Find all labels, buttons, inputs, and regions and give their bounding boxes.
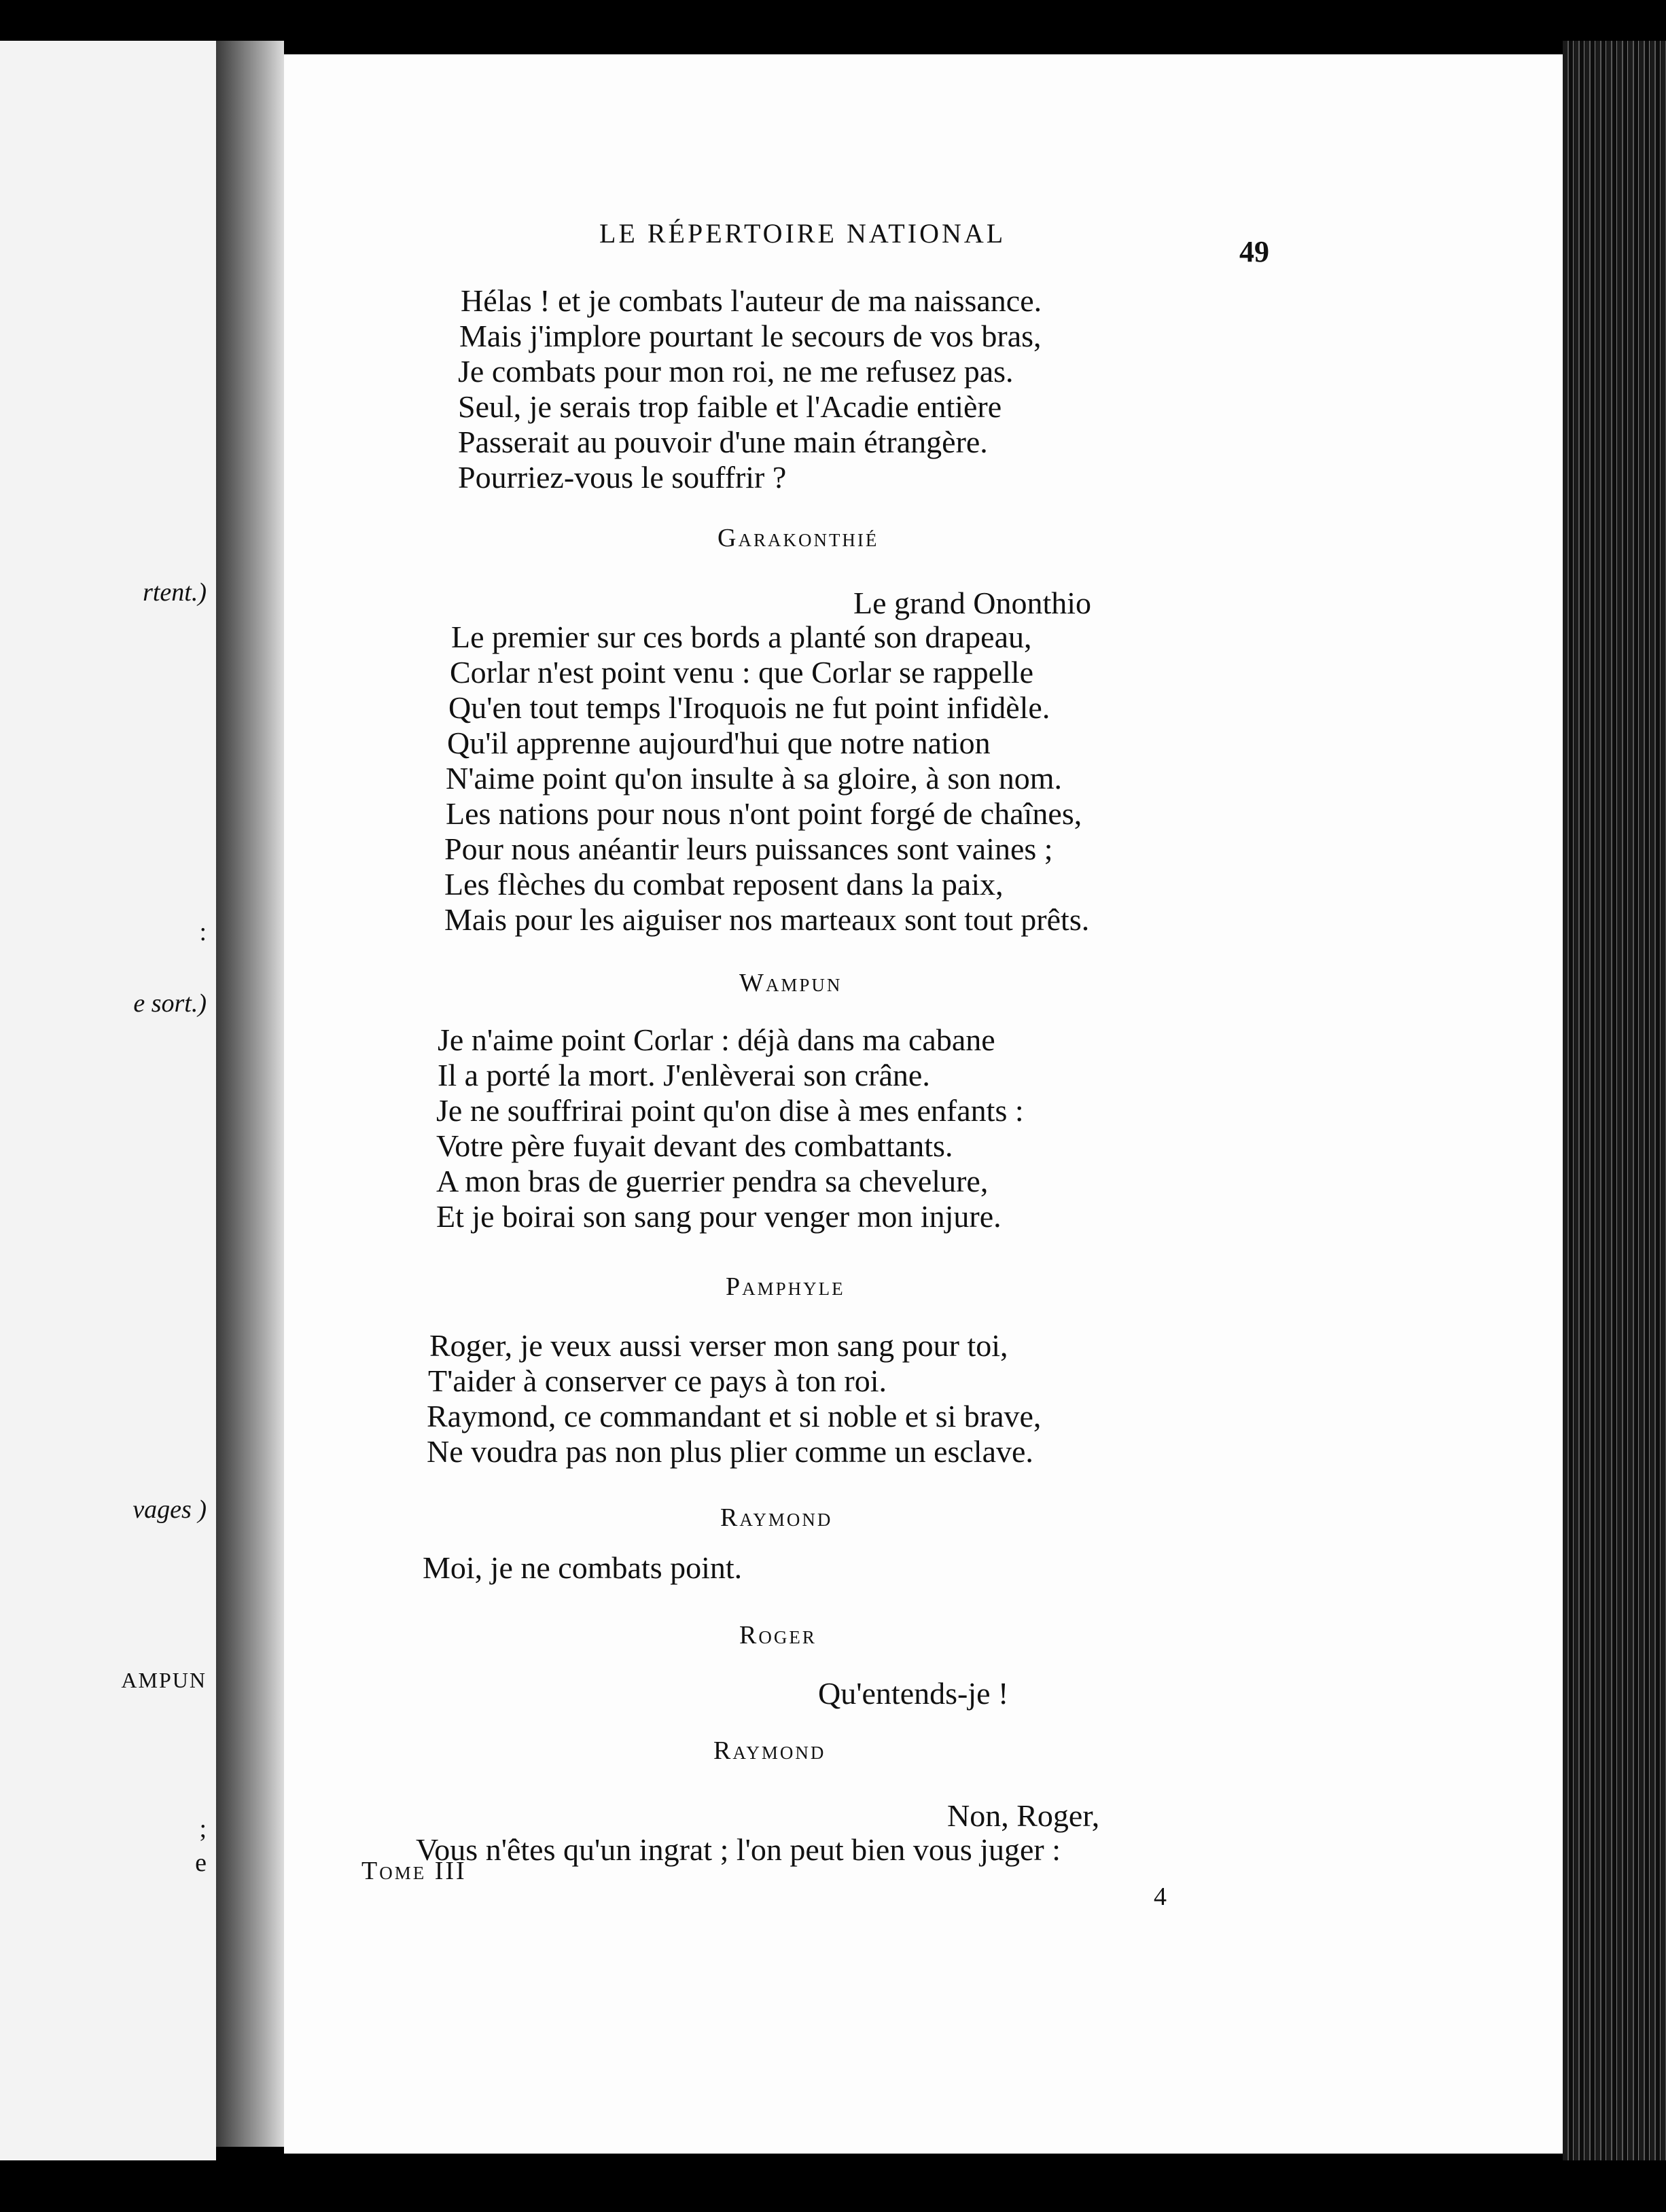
verse-line: Seul, je serais trop faible et l'Acadie entière (458, 389, 1002, 424)
page-number: 49 (1239, 235, 1269, 268)
left-fragment: rtent.) (143, 578, 207, 607)
verse-line: Raymond, ce commandant et si noble et si brave, (427, 1399, 1042, 1433)
verse-line: Le grand Ononthio (853, 586, 1092, 620)
speaker-name: Raymond (713, 1736, 826, 1765)
left-fragment: AMPUN (121, 1668, 207, 1692)
verse-line: Corlar n'est point venu : que Corlar se rappelle (450, 655, 1034, 690)
verse-line: Hélas ! et je combats l'auteur de ma naissance. (461, 283, 1042, 318)
verse-line: Et je boirai son sang pour venger mon injure. (436, 1199, 1002, 1234)
verse-line: Je combats pour mon roi, ne me refusez pas. (458, 354, 1014, 389)
left-page-fragment (0, 41, 216, 2167)
verse-line: Mais j'implore pourtant le secours de vos bras, (459, 319, 1042, 353)
verse-line: Non, Roger, (947, 1798, 1100, 1833)
verse-line: T'aider à conserver ce pays à ton roi. (428, 1363, 887, 1398)
scan-border (0, 2160, 1666, 2212)
verse-line: Ne voudra pas non plus plier comme un esclave. (427, 1434, 1033, 1469)
page-edges (1563, 41, 1666, 2160)
verse-line: Votre père fuyait devant des combattants. (436, 1128, 953, 1163)
verse-line: Qu'en tout temps l'Iroquois ne fut point infidèle. (448, 690, 1050, 725)
verse-line: Les nations pour nous n'ont point forgé de chaînes, (446, 796, 1082, 831)
speaker-name: Roger (739, 1621, 817, 1649)
speaker-name: Wampun (739, 969, 843, 997)
speaker-name: Garakonthié (717, 524, 879, 552)
signature-mark: 4 (1154, 1883, 1167, 1911)
verse-line: Moi, je ne combats point. (423, 1550, 743, 1585)
verse-line: A mon bras de guerrier pendra sa chevelure, (436, 1164, 989, 1198)
verse-line: Le premier sur ces bords a planté son drapeau, (451, 620, 1032, 654)
verse-line: Qu'il apprenne aujourd'hui que notre nation (447, 726, 991, 760)
verse-line: N'aime point qu'on insulte à sa gloire, à son nom. (446, 761, 1063, 796)
verse-line: Pour nous anéantir leurs puissances sont vaines ; (444, 832, 1053, 866)
speaker-name: Raymond (720, 1503, 833, 1532)
verse-line: Mais pour les aiguiser nos marteaux sont tout prêts. (444, 902, 1090, 937)
verse-line: Vous n'êtes qu'un ingrat ; l'on peut bien vous juger : (416, 1832, 1061, 1867)
verse-line: Pourriez-vous le souffrir ? (458, 460, 787, 495)
left-fragment: : (199, 918, 207, 946)
verse-line: Je ne souffrirai point qu'on dise à mes enfants : (436, 1093, 1024, 1128)
left-fragment: vages ) (132, 1495, 207, 1524)
left-fragment: ; (199, 1815, 207, 1843)
book-gutter (216, 41, 284, 2147)
running-head: LE RÉPERTOIRE NATIONAL (599, 218, 1006, 249)
speaker-name: Pamphyle (726, 1272, 845, 1301)
volume-label: Tome III (361, 1857, 467, 1885)
verse-line: Je n'aime point Corlar : déjà dans ma cabane (438, 1022, 995, 1057)
verse-line: Passerait au pouvoir d'une main étrangère. (458, 425, 988, 459)
verse-line: Qu'entends-je ! (818, 1676, 1009, 1711)
left-fragment: e sort.) (133, 989, 207, 1018)
verse-line: Roger, je veux aussi verser mon sang pour toi, (429, 1328, 1008, 1363)
verse-line: Il a porté la mort. J'enlèverai son crâne. (438, 1058, 930, 1092)
left-fragment: e (195, 1849, 207, 1877)
verse-line: Les flèches du combat reposent dans la paix, (444, 867, 1004, 902)
